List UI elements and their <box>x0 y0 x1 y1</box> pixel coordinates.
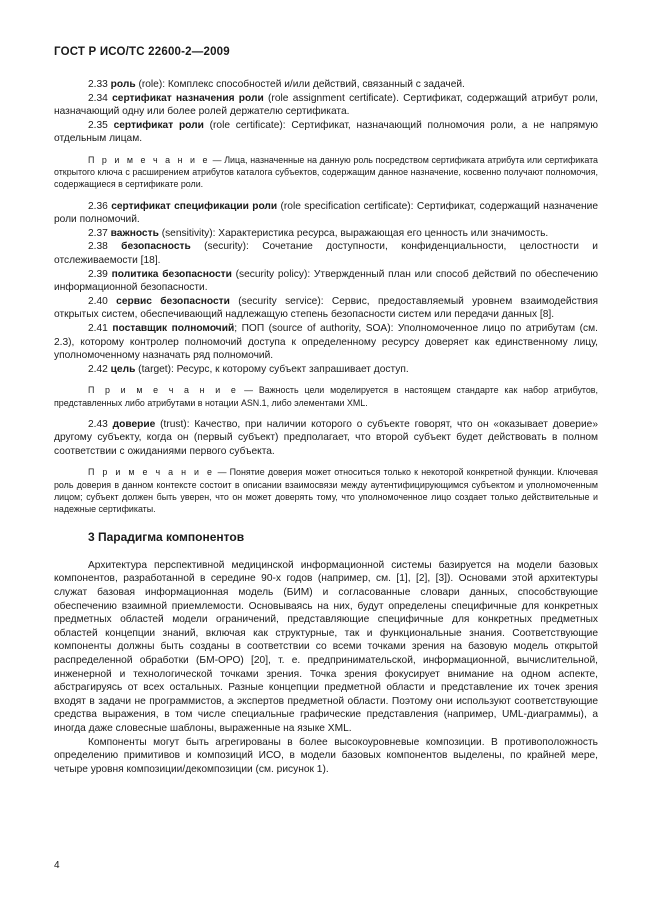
definition-2-38: 2.38 безопасность (security): Сочетание доступности, конфиденциальности, целостности и отслеживаемости [18]. <box>54 241 598 266</box>
page-content <box>54 78 598 776</box>
definition-2-40: 2.40 сервис безопасности (security service): Сервис, предоставляемый уровнем взаимодействия открытых систем, обеспечивающий надлежащую степень безопасности систем или передачи данных [8]. <box>54 295 598 321</box>
definition-2-43: 2.43 доверие (trust): Качество, при наличии которого о субъекте говорят, что он «оказывает доверие» другому субъекту, когда он (первый субъект) предполагает, что второй субъект будет действовать в полном соответствии с ожиданиями первого субъекта. <box>54 418 598 457</box>
note-1: П р и м е ч а н и е — Лица, назначенные на данную роль посредством сертификата атрибута или сертификата открытого ключа с расширением атрибутов каталога субъектов, содержащим данное назначение, косвенно получают полномочия, содержащиеся в сертификате роли. <box>54 154 598 190</box>
definition-2-41: 2.41 поставщик полномочий; ПОП (source of authority, SOA): Уполномоченное лицо по атрибутам (см. 2.3), которому контролер полномочий доступа к определенному ресурсу доверяет как единственному лицу, уполномоченному назначать ряд полномочий. <box>54 322 598 362</box>
definition-2-33: 2.33 роль (role): Комплекс способностей и/или действий, связанный с задачей. <box>88 79 465 90</box>
definition-2-37: 2.37 важность (sensitivity): Характеристика ресурса, выражающая его ценность или значимость. <box>88 227 549 239</box>
section-title: 3 Парадигма компонентов <box>88 530 245 545</box>
definition-2-35: 2.35 сертификат роли (role certificate): Сертификат, назначающий полномочия роли, а не напрямую отдельным лицам. <box>54 119 599 145</box>
body-paragraph: Компоненты могут быть агрегированы в более высокоуровневые композиции. В противоположность определению примитивов и композиций ИСО, в модели базовых компонентов выделены, по крайней мере, четыре уровня композиции/декомпозиции (см. рисунок 1). <box>54 736 598 775</box>
definition-2-39: 2.39 политика безопасности (security policy): Утвержденный план или способ действий по обеспечению информационной безопасности. <box>54 268 598 294</box>
definition-2-36: 2.36 сертификат спецификации роли (role specification certificate): Сертификат, содержащий назначение роли полномочий. <box>54 200 598 226</box>
definition-2-34: 2.34 сертификат назначения роли (role assignment certificate). Сертификат, содержащий атрибут роли, назначающий одну или более ролей держателю сертификата. <box>54 92 599 118</box>
document-header: ГОСТ Р ИСО/ТС 22600-2—2009 <box>54 46 230 58</box>
body-paragraph: Архитектура перспективной медицинской информационной системы базируется на модели базовых компонентов, разработанной в середине 90-х годов (например, см. [1], [2], [3]). Основами этой архитектуры служат базовая информационная модель (БИМ) и согласованные словари данных, способствующие обеспечению взаимной приемлемости. Основываясь на них, будут определены специфичные для конкретных предметных областей модели ограничений, представляющие специфичные для конкретных предметных областей концепции знаний, включая как структурные, так и функциональные знания. Соответствующие компоненты должны быть созданы в соответствии со всеми точками зрения на базовую модель открытой распределенной обработки (БМ-ОРО) [20], т. е. предпринимательской, информационной, вычислительной, инженерной и технологической точками зрения. Точка зрения фокусирует внимание на одном аспекте, абстрагируясь от всех остальных. Разные концепции предметной области и представление их точек зрения входят в задачи не программистов, а экспертов предметной области. Поэтому они используют соответствующие средства выражения, в том числе специальные графические представления (например, UML-диаграммы), а иногда даже словесные шаблоны, выраженные на языке XML. <box>54 559 598 735</box>
note-3: П р и м е ч а н и е — Понятие доверия может относиться только к некоторой конкретной функции. Ключевая роль доверия в данном контексте состоит в описании взаимосвязи между аутентифицирующимся субъектом и уполномоченным лицом; субъект должен быть уверен, что он может доверять тому, что уполномоченное лицо создает только действительные и надежные сертификаты. <box>54 467 598 515</box>
definition-2-42: 2.42 цель (target): Ресурс, к которому субъект запрашивает доступ. <box>88 363 409 375</box>
page-number: 4 <box>54 860 60 871</box>
note-2: П р и м е ч а н и е — Важность цели моделируется в настоящем стандарте как набор атрибутов, представленных либо атрибутами в нотации ASN.1, либо элементами XML. <box>54 385 598 408</box>
